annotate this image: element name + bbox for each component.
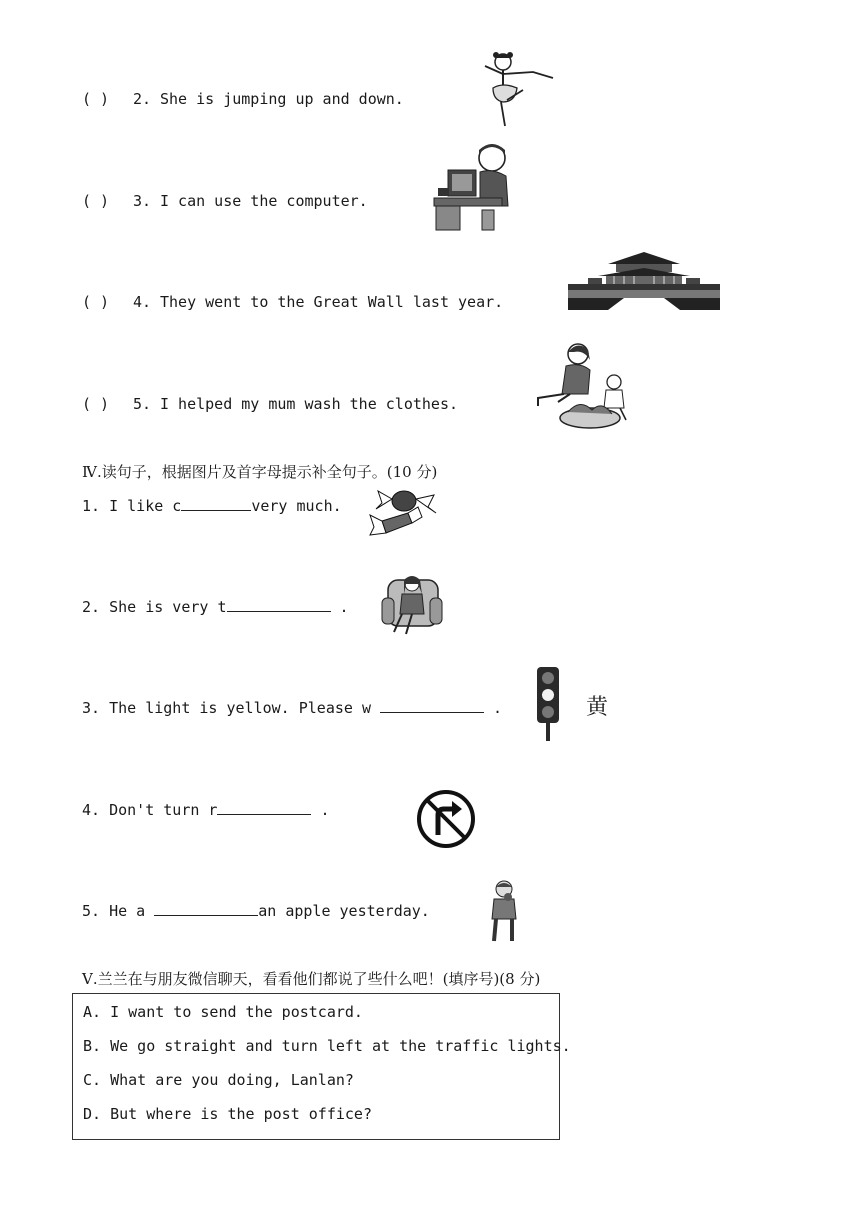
sentence-text: They went to the Great Wall last year. (160, 293, 504, 311)
options-box (72, 993, 571, 1140)
fill-item-2 (82, 597, 349, 616)
option-c: C. What are you doing, Lanlan? (83, 1071, 354, 1089)
boy-at-computer-image (430, 140, 520, 240)
option-d: D. But where is the post office? (83, 1105, 372, 1123)
answer-bracket[interactable]: ( ) (82, 293, 110, 311)
sentence-start: 2. She is very t (82, 598, 227, 616)
sentence-text: She is jumping up and down. (160, 90, 404, 108)
item-number: 4. (133, 293, 152, 311)
sentence-end: an apple yesterday. (258, 902, 430, 920)
boy-eating-apple-image (484, 879, 520, 947)
traffic-light-image (533, 667, 563, 745)
item-number: 2. (133, 90, 152, 108)
answer-blank[interactable] (181, 496, 251, 511)
sentence-start: 5. He a (82, 902, 155, 920)
item-number: 3. (133, 192, 152, 210)
answer-bracket[interactable]: ( ) (82, 395, 110, 413)
sentence-end: . (484, 699, 503, 717)
answer-bracket[interactable]: ( ) (82, 192, 110, 210)
mother-and-child-washing-clothes-image (530, 342, 638, 438)
section-4-heading: Ⅳ.读句子，根据图片及首字母提示补全句子。(10 分) (82, 463, 438, 481)
sentence-start: 1. I like c (82, 497, 182, 515)
sentence-end: . (330, 598, 349, 616)
sentence-start: 4. Don't turn r (82, 801, 218, 819)
girl-dancing-ballet-image (475, 50, 557, 132)
sentence-end: . (311, 801, 330, 819)
sentence-text: I can use the computer. (160, 192, 368, 210)
fill-item-3 (82, 698, 502, 717)
candy-image (368, 485, 438, 547)
fill-item-4 (82, 800, 330, 819)
sentence-start: 3. The light is yellow. Please w (82, 699, 381, 717)
sentence-end: very much. (251, 497, 342, 515)
sentence-text: I helped my mum wash the clothes. (160, 395, 459, 413)
option-b: B. We go straight and turn left at the traffic lights. (83, 1037, 571, 1055)
answer-blank[interactable] (154, 901, 258, 916)
option-a: A. I want to send the postcard. (83, 1003, 363, 1021)
palace-building-image (568, 248, 720, 316)
answer-blank[interactable] (217, 800, 311, 815)
item-number: 5. (133, 395, 152, 413)
answer-blank[interactable] (227, 597, 331, 612)
fill-item-5 (82, 901, 430, 920)
answer-bracket[interactable]: ( ) (82, 90, 110, 108)
tired-girl-on-sofa-image (380, 570, 444, 640)
yellow-label: 黄 (586, 695, 609, 720)
answer-blank[interactable] (380, 698, 484, 713)
section-5-heading: Ⅴ.兰兰在与朋友微信聊天，看看他们都说了些什么吧！(填序号)(8 分) (82, 970, 541, 988)
fill-item-1 (82, 496, 342, 515)
no-right-turn-sign-icon (416, 789, 476, 853)
